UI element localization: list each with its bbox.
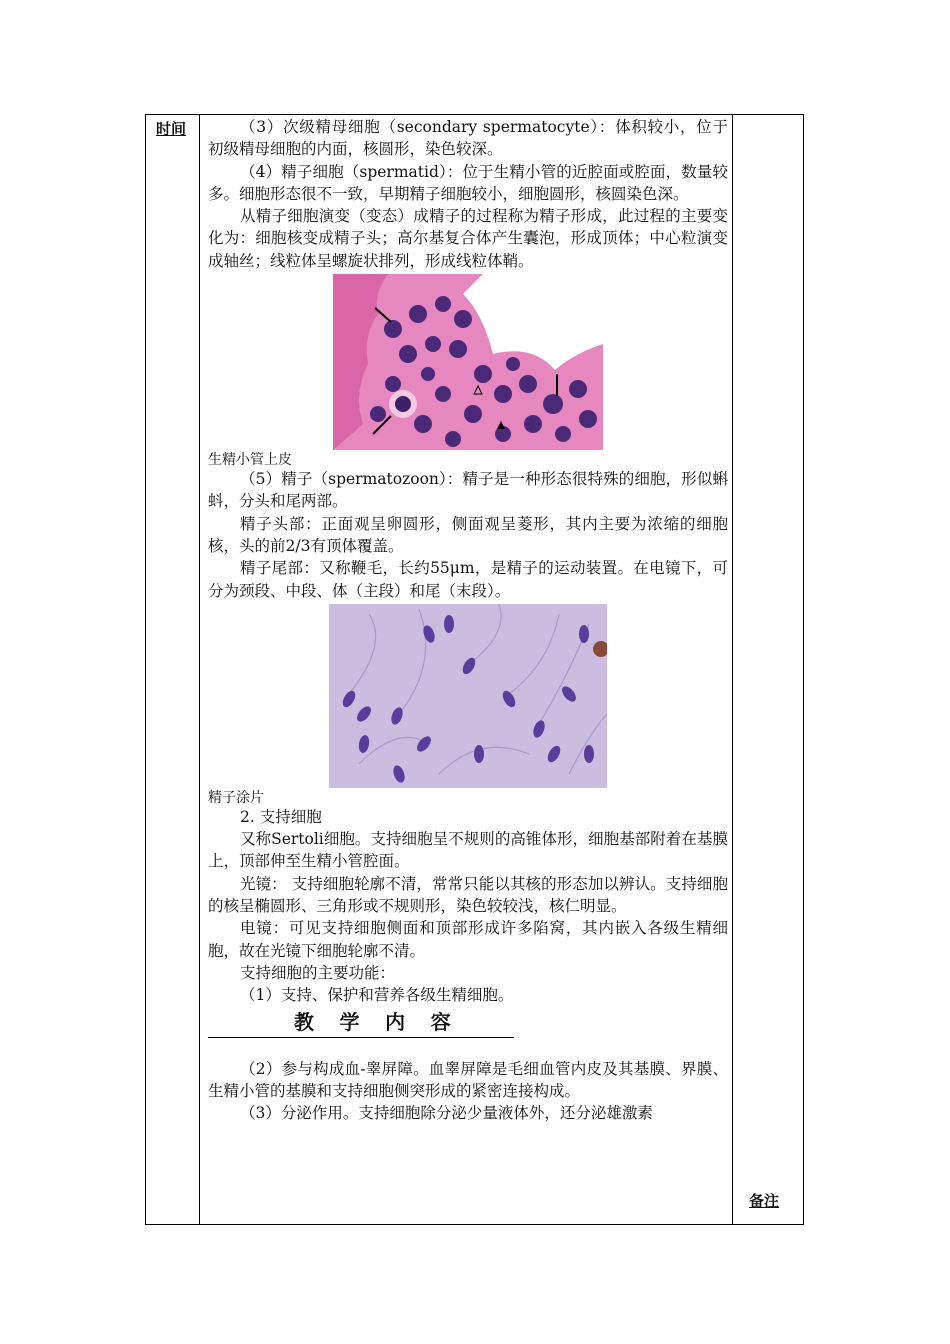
- time-column-label: 时间: [156, 121, 187, 138]
- paragraph-sperm-head: 精子头部：正面观呈卵圆形，侧面观呈菱形，其内主要为浓缩的细胞核，头的前2/3有顶体覆盖。: [208, 514, 728, 555]
- figure-caption-epithelium: 生精小管上皮: [208, 451, 292, 468]
- paragraph-sperm-tail: 精子尾部：又称鞭毛，长约55μm，是精子的运动装置。在电镜下，可分为颈段、中段、体（主段）和尾（末段）。: [208, 559, 728, 600]
- paragraph-electron-microscope: 电镜：可见支持细胞侧面和顶部形成许多陷窝，其内嵌入各级生精细胞，故在光镜下细胞轮廓不清。: [208, 919, 728, 960]
- figure-caption-smear: 精子涂片: [208, 788, 264, 805]
- paragraph-secondary-spermatocyte: （3）次级精母细胞（secondary spermatocyte）：体积较小，位于初级精母细胞的内面，核圆形，染色较深。: [208, 118, 728, 159]
- paragraph-spermatid: （4）精子细胞（spermatid）：位于生精小管的近腔面或腔面，数量较多。细胞形态很不一致，早期精子细胞较小，细胞圆形，核圆染色深。: [208, 162, 728, 203]
- teaching-content: [208, 116, 728, 1124]
- column-divider-right: [732, 115, 733, 1224]
- paragraph-function-2: （2）参与构成血-睾屏障。血睾屏障是毛细血管内皮及其基膜、界膜、生精小管的基膜和支持细胞侧突形成的紧密连接构成。: [208, 1059, 728, 1100]
- seminiferous-epithelium-micrograph: [333, 274, 603, 450]
- paragraph-function-1: （1）支持、保护和营养各级生精细胞。: [240, 986, 514, 1005]
- section-heading-sertoli: 2. 支持细胞: [240, 807, 322, 826]
- paragraph-functions-title: 支持细胞的主要功能：: [240, 963, 396, 982]
- paragraph-function-3: （3）分泌作用。支持细胞除分泌少量液体外，还分泌雄激素: [240, 1104, 653, 1123]
- paragraph-spermiogenesis: 从精子细胞演变（变态）成精子的过程称为精子形成，此过程的主要变化为：细胞核变成精子头；高尔基复合体产生囊泡，形成顶体；中心粒演变成轴丝；线粒体呈螺旋状排列，形成线粒体鞘。: [208, 207, 728, 270]
- teaching-content-heading: 教 学 内 容: [294, 1011, 461, 1034]
- paragraph-light-microscope: 光镜： 支持细胞轮廓不清，常常只能以其核的形态加以辨认。支持细胞的核呈椭圆形、三角形或不规则形，染色较较浅，核仁明显。: [208, 874, 728, 916]
- notes-column-label: 备注: [749, 1193, 780, 1210]
- column-divider-left: [199, 115, 200, 1224]
- sperm-smear-micrograph: [329, 604, 607, 788]
- paragraph-spermatozoon: （5）精子（spermatozoon）：精子是一种形态很特殊的细胞，形似蝌蚪，分头和尾两部。: [208, 470, 728, 511]
- paragraph-sertoli-intro: 又称Sertoli细胞。支持细胞呈不规则的高锥体形，细胞基部附着在基膜上，顶部伸至生精小管腔面。: [208, 830, 728, 871]
- heading-underline: [208, 1037, 514, 1038]
